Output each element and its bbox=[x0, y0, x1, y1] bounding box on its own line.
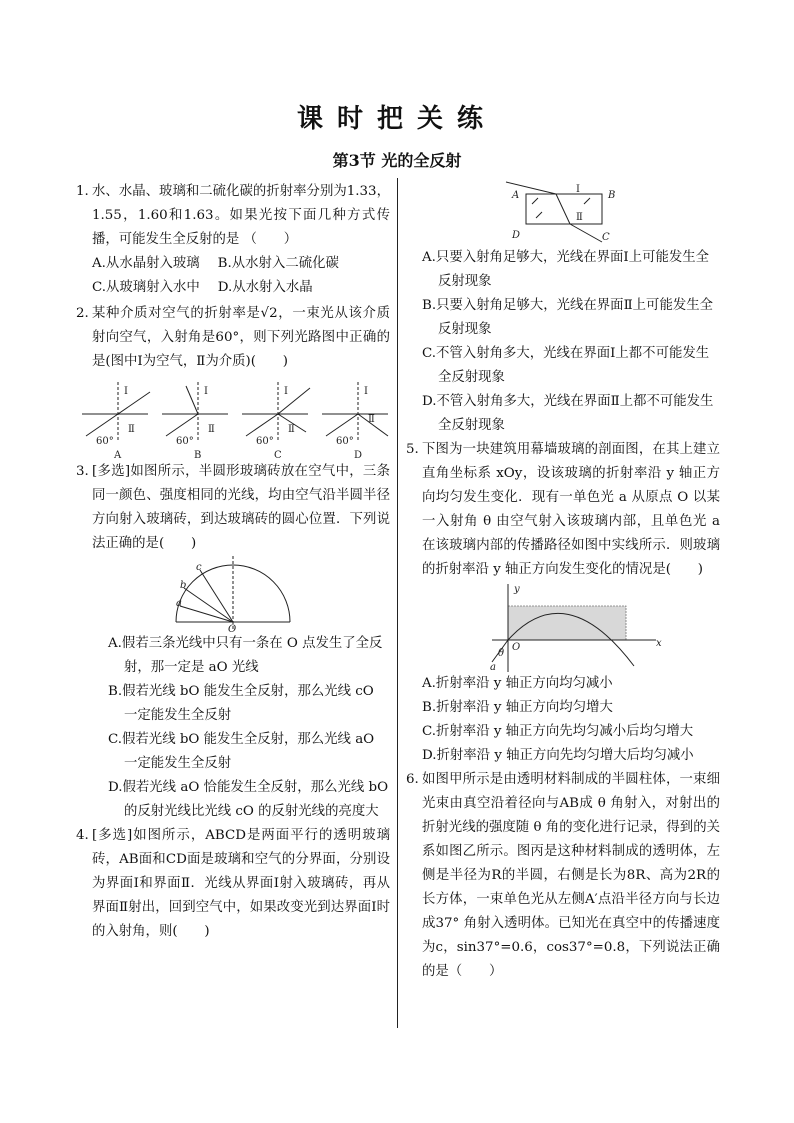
question-stem: 如图甲所示是由透明材料制成的半圆柱体，一束细光束由真空沿着径向与AB成 θ 角射入，对射出的折射光线的强度随 θ 角的变化进行记录，得到的关系如图乙所示。图丙是这种材料制成的透明体，左侧是半径为R的半圆，右侧是长为8R、高为2R的长方体，一束单色光从左侧A′点沿半径方向与长边成37° 角射入透明体。已知光在真空中的传播速度为c，sin37°=0.6，cos37°=0.8，下列说法正确的是（ ） bbox=[422, 772, 720, 979]
question-number: 5. bbox=[406, 442, 419, 457]
q5-glass-path-figure bbox=[406, 582, 720, 672]
fig-choice-label: D bbox=[354, 450, 363, 460]
section-subtitle: 第3节 光的全反射 bbox=[332, 151, 462, 170]
interface-label-2: Ⅱ bbox=[576, 212, 583, 223]
fig-angle-label: 60° bbox=[96, 436, 114, 447]
option-b[interactable]: B.只要入射角足够大，光线在界面Ⅱ上可能发生全反射现象 bbox=[422, 298, 714, 337]
option-d[interactable]: D.不管入射角多大，光线在界面Ⅱ上都不可能发生全反射现象 bbox=[422, 394, 714, 433]
fig-choice-label: A bbox=[114, 450, 122, 460]
fig-region-label: Ⅰ bbox=[124, 386, 128, 397]
option-a[interactable]: A.折射率沿 y 轴正方向均匀减小 bbox=[422, 676, 613, 691]
question-6 bbox=[406, 768, 720, 984]
question-number: 4. bbox=[76, 828, 89, 843]
fig-region-label: Ⅰ bbox=[204, 386, 208, 397]
fig-angle-label: 60° bbox=[176, 436, 194, 447]
fig-region-label: Ⅱ bbox=[288, 424, 295, 435]
origin-label: O bbox=[512, 642, 521, 653]
question-3 bbox=[76, 460, 390, 556]
ray-label-c: c bbox=[196, 562, 202, 573]
fig-region-label: Ⅱ bbox=[368, 414, 375, 425]
fig-angle-label: 60° bbox=[256, 436, 274, 447]
question-5 bbox=[406, 438, 720, 582]
q1-options-row-1 bbox=[76, 252, 390, 276]
question-stem: [多选]如图所示，ABCD是两面平行的透明玻璃砖，AB面和CD面是玻璃和空气的分界面，分别设为界面Ⅰ和界面Ⅱ．光线从界面Ⅰ射入玻璃砖，再从界面Ⅱ射出，回到空气中，如果改变光到达界面Ⅰ时的入射角，则( ) bbox=[92, 828, 390, 939]
angle-label-theta: θ bbox=[498, 648, 505, 659]
q2-light-path-figure bbox=[76, 374, 390, 460]
question-2 bbox=[76, 302, 390, 374]
option-b[interactable]: B.假若光线 bO 能发生全反射，那么光线 cO 一定能发生全反射 bbox=[108, 684, 374, 723]
axis-label-y: y bbox=[514, 584, 520, 595]
q3-semicircle-figure bbox=[76, 556, 390, 632]
center-label-o: O bbox=[228, 624, 237, 632]
fig-choice-label: C bbox=[274, 450, 282, 460]
ray-label-b: b bbox=[180, 580, 187, 591]
page-title: 课时把关练 bbox=[296, 104, 497, 134]
question-4 bbox=[76, 824, 390, 944]
option-a[interactable]: A.假若三条光线中只有一条在 O 点发生了全反射，那一定是 aO 光线 bbox=[108, 636, 383, 675]
left-column bbox=[76, 180, 390, 944]
option-c[interactable]: C.从玻璃射入水中 bbox=[92, 280, 200, 295]
option-c[interactable]: C.不管入射角多大，光线在界面Ⅰ上都不可能发生全反射现象 bbox=[422, 346, 710, 385]
question-number: 2. bbox=[76, 306, 89, 321]
ray-label-a: a bbox=[176, 598, 182, 609]
question-stem: 水、水晶、玻璃和二硫化碳的折射率分别为1.33，1.55，1.60和1.63。如果光按下面几种方式传播，可能发生全反射的是 （ ） bbox=[92, 184, 390, 247]
question-1 bbox=[76, 180, 390, 252]
right-column bbox=[406, 180, 720, 984]
option-c[interactable]: C.假若光线 bO 能发生全反射，那么光线 aO 一定能发生全反射 bbox=[108, 732, 375, 771]
fig-region-label: Ⅰ bbox=[284, 386, 288, 397]
question-number: 6. bbox=[406, 772, 419, 787]
option-c[interactable]: C.折射率沿 y 轴正方向先均匀减小后均匀增大 bbox=[422, 724, 694, 739]
question-stem: 下图为一块建筑用幕墙玻璃的剖面图，在其上建立直角坐标系 xOy，设该玻璃的折射率沿 y 轴正方向均匀发生变化．现有一单色光 a 从原点 O 以某一入射角 θ 由空气射入该玻璃内部，且单色光 a 在该玻璃内部的传播路径如图中实线所示．则玻璃的折射率沿 y 轴正方向发生变化的情况是( ) bbox=[422, 442, 720, 577]
option-d[interactable]: D.假若光线 aO 恰能发生全反射，那么光线 bO 的反射光线比光线 cO 的反射光线的亮度大 bbox=[108, 780, 389, 819]
interface-label-1: Ⅰ bbox=[576, 184, 580, 195]
corner-label-b: B bbox=[608, 190, 616, 201]
fig-region-label: Ⅰ bbox=[364, 386, 368, 397]
option-d[interactable]: D.折射率沿 y 轴正方向先均匀增大后均匀减小 bbox=[422, 748, 694, 763]
ray-label-a: a bbox=[490, 662, 496, 672]
fig-choice-label: B bbox=[194, 450, 202, 460]
option-b[interactable]: B.折射率沿 y 轴正方向均匀增大 bbox=[422, 700, 613, 715]
corner-label-a: A bbox=[512, 190, 520, 201]
question-stem: 某种介质对空气的折射率是√2，一束光从该介质射向空气，入射角是60°，则下列光路图中正确的是(图中Ⅰ为空气，Ⅱ为介质)( ) bbox=[92, 306, 390, 369]
fig-region-label: Ⅱ bbox=[208, 424, 215, 435]
question-stem: [多选]如图所示，半圆形玻璃砖放在空气中，三条同一颜色、强度相同的光线，均由空气沿半圆半径方向射入玻璃砖，到达玻璃砖的圆心位置．下列说法正确的是( ) bbox=[92, 464, 390, 551]
corner-label-c: C bbox=[602, 232, 610, 243]
axis-label-x: x bbox=[656, 638, 662, 649]
q1-options-row-2 bbox=[76, 276, 390, 300]
option-b[interactable]: B.从水射入二硫化碳 bbox=[217, 256, 339, 271]
question-number: 1. bbox=[76, 184, 89, 199]
question-number: 3. bbox=[76, 464, 89, 479]
column-divider bbox=[397, 178, 398, 1028]
corner-label-d: D bbox=[512, 230, 521, 241]
q4-glass-block-figure bbox=[406, 180, 720, 246]
option-a[interactable]: A.从水晶射入玻璃 bbox=[92, 256, 200, 271]
option-a[interactable]: A.只要入射角足够大，光线在界面Ⅰ上可能发生全反射现象 bbox=[422, 250, 710, 289]
fig-region-label: Ⅱ bbox=[128, 424, 135, 435]
fig-angle-label: 60° bbox=[336, 436, 354, 447]
option-d[interactable]: D.从水射入水晶 bbox=[217, 280, 313, 295]
